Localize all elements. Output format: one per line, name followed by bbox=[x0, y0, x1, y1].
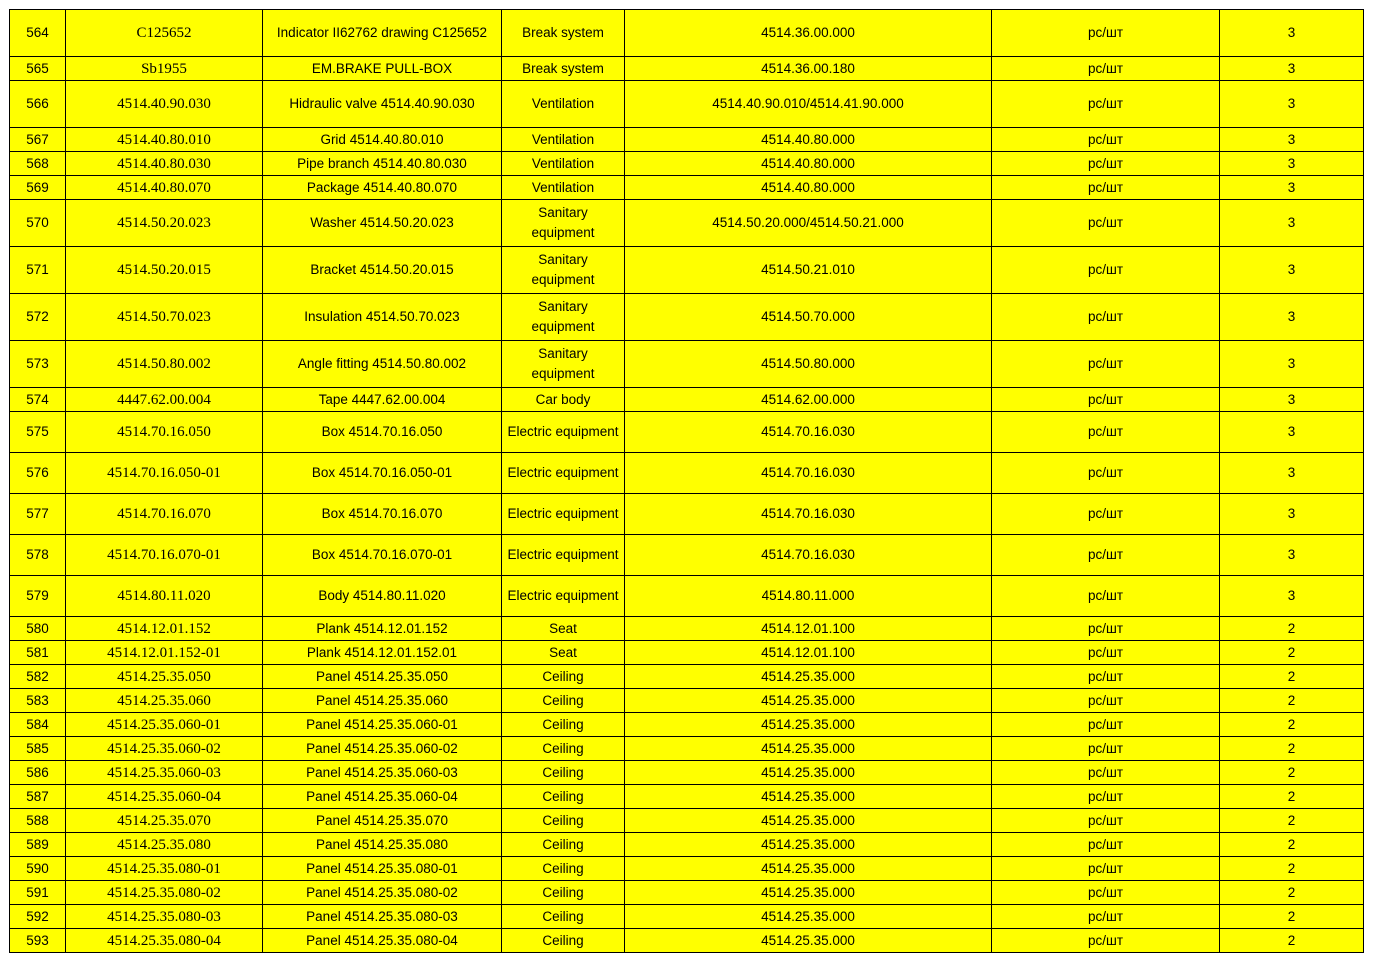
row-number: 592 bbox=[10, 905, 66, 929]
row-number: 572 bbox=[10, 294, 66, 341]
row-number: 584 bbox=[10, 713, 66, 737]
unit: pc/шт bbox=[992, 412, 1220, 453]
table-row bbox=[10, 665, 1364, 689]
part-name: Bracket 4514.50.20.015 bbox=[263, 247, 502, 294]
unit: pc/шт bbox=[992, 294, 1220, 341]
table-row bbox=[10, 535, 1364, 576]
unit: pc/шт bbox=[992, 247, 1220, 294]
part-name: Tape 4447.62.00.004 bbox=[263, 388, 502, 412]
part-code: 4514.25.35.060 bbox=[66, 689, 263, 713]
row-number: 582 bbox=[10, 665, 66, 689]
assembly-number: 4514.25.35.000 bbox=[625, 857, 992, 881]
assembly-number: 4514.70.16.030 bbox=[625, 453, 992, 494]
table-row bbox=[10, 453, 1364, 494]
row-number: 583 bbox=[10, 689, 66, 713]
row-number: 576 bbox=[10, 453, 66, 494]
row-number: 566 bbox=[10, 81, 66, 128]
quantity: 3 bbox=[1220, 453, 1364, 494]
table-row bbox=[10, 294, 1364, 341]
unit: pc/шт bbox=[992, 176, 1220, 200]
unit: pc/шт bbox=[992, 713, 1220, 737]
row-number: 564 bbox=[10, 10, 66, 57]
part-code: 4514.70.16.070 bbox=[66, 494, 263, 535]
part-code: 4514.50.70.023 bbox=[66, 294, 263, 341]
table-row bbox=[10, 576, 1364, 617]
quantity: 3 bbox=[1220, 247, 1364, 294]
assembly-number: 4514.25.35.000 bbox=[625, 785, 992, 809]
assembly-number: 4514.50.21.010 bbox=[625, 247, 992, 294]
table-row bbox=[10, 737, 1364, 761]
unit: pc/шт bbox=[992, 57, 1220, 81]
row-number: 570 bbox=[10, 200, 66, 247]
part-name: Pipe branch 4514.40.80.030 bbox=[263, 152, 502, 176]
table-row bbox=[10, 617, 1364, 641]
table-row bbox=[10, 713, 1364, 737]
row-number: 565 bbox=[10, 57, 66, 81]
assembly-number: 4514.50.20.000/4514.50.21.000 bbox=[625, 200, 992, 247]
quantity: 3 bbox=[1220, 535, 1364, 576]
system-name: Ceiling bbox=[502, 905, 625, 929]
assembly-number: 4514.12.01.100 bbox=[625, 641, 992, 665]
part-name: EM.BRAKE PULL-BOX bbox=[263, 57, 502, 81]
quantity: 3 bbox=[1220, 152, 1364, 176]
table-row bbox=[10, 388, 1364, 412]
part-name: Package 4514.40.80.070 bbox=[263, 176, 502, 200]
table-row bbox=[10, 494, 1364, 535]
part-name: Panel 4514.25.35.060-03 bbox=[263, 761, 502, 785]
system-name: Ceiling bbox=[502, 809, 625, 833]
unit: pc/шт bbox=[992, 576, 1220, 617]
part-code: 4514.12.01.152 bbox=[66, 617, 263, 641]
assembly-number: 4514.50.80.000 bbox=[625, 341, 992, 388]
table-row bbox=[10, 785, 1364, 809]
part-code: 4514.50.20.015 bbox=[66, 247, 263, 294]
unit: pc/шт bbox=[992, 641, 1220, 665]
part-code: 4514.40.90.030 bbox=[66, 81, 263, 128]
table-row bbox=[10, 412, 1364, 453]
assembly-number: 4514.25.35.000 bbox=[625, 809, 992, 833]
quantity: 2 bbox=[1220, 929, 1364, 953]
system-name: Sanitary equipment bbox=[502, 294, 625, 341]
part-name: Body 4514.80.11.020 bbox=[263, 576, 502, 617]
part-code: 4514.70.16.050-01 bbox=[66, 453, 263, 494]
row-number: 567 bbox=[10, 128, 66, 152]
table-row bbox=[10, 905, 1364, 929]
part-name: Panel 4514.25.35.080-03 bbox=[263, 905, 502, 929]
system-name: Break system bbox=[502, 57, 625, 81]
part-name: Panel 4514.25.35.080-01 bbox=[263, 857, 502, 881]
table-row bbox=[10, 128, 1364, 152]
part-name: Box 4514.70.16.070 bbox=[263, 494, 502, 535]
quantity: 2 bbox=[1220, 737, 1364, 761]
part-name: Panel 4514.25.35.050 bbox=[263, 665, 502, 689]
part-name: Angle fitting 4514.50.80.002 bbox=[263, 341, 502, 388]
assembly-number: 4514.25.35.000 bbox=[625, 713, 992, 737]
part-name: Washer 4514.50.20.023 bbox=[263, 200, 502, 247]
unit: pc/шт bbox=[992, 388, 1220, 412]
system-name: Sanitary equipment bbox=[502, 341, 625, 388]
unit: pc/шт bbox=[992, 665, 1220, 689]
table-row bbox=[10, 57, 1364, 81]
quantity: 2 bbox=[1220, 641, 1364, 665]
unit: pc/шт bbox=[992, 881, 1220, 905]
part-code: 4514.25.35.060-01 bbox=[66, 713, 263, 737]
system-name: Ventilation bbox=[502, 81, 625, 128]
part-name: Box 4514.70.16.050 bbox=[263, 412, 502, 453]
table-body bbox=[10, 10, 1364, 953]
row-number: 581 bbox=[10, 641, 66, 665]
row-number: 571 bbox=[10, 247, 66, 294]
part-name: Panel 4514.25.35.070 bbox=[263, 809, 502, 833]
assembly-number: 4514.62.00.000 bbox=[625, 388, 992, 412]
unit: pc/шт bbox=[992, 200, 1220, 247]
assembly-number: 4514.40.80.000 bbox=[625, 152, 992, 176]
system-name: Electric equipment bbox=[502, 412, 625, 453]
part-name: Hidraulic valve 4514.40.90.030 bbox=[263, 81, 502, 128]
quantity: 2 bbox=[1220, 881, 1364, 905]
row-number: 589 bbox=[10, 833, 66, 857]
part-name: Panel 4514.25.35.060-02 bbox=[263, 737, 502, 761]
table-row bbox=[10, 341, 1364, 388]
unit: pc/шт bbox=[992, 341, 1220, 388]
unit: pc/шт bbox=[992, 453, 1220, 494]
system-name: Ventilation bbox=[502, 128, 625, 152]
system-name: Ceiling bbox=[502, 785, 625, 809]
assembly-number: 4514.70.16.030 bbox=[625, 494, 992, 535]
unit: pc/шт bbox=[992, 10, 1220, 57]
row-number: 568 bbox=[10, 152, 66, 176]
part-code: 4514.40.80.010 bbox=[66, 128, 263, 152]
part-name: Panel 4514.25.35.080 bbox=[263, 833, 502, 857]
table-row bbox=[10, 10, 1364, 57]
system-name: Electric equipment bbox=[502, 453, 625, 494]
table-row bbox=[10, 881, 1364, 905]
quantity: 2 bbox=[1220, 857, 1364, 881]
table-row bbox=[10, 247, 1364, 294]
assembly-number: 4514.25.35.000 bbox=[625, 881, 992, 905]
part-name: Grid 4514.40.80.010 bbox=[263, 128, 502, 152]
table-row bbox=[10, 689, 1364, 713]
quantity: 2 bbox=[1220, 905, 1364, 929]
part-code: 4447.62.00.004 bbox=[66, 388, 263, 412]
row-number: 578 bbox=[10, 535, 66, 576]
table-row bbox=[10, 761, 1364, 785]
part-name: Panel 4514.25.35.060-04 bbox=[263, 785, 502, 809]
part-code: 4514.12.01.152-01 bbox=[66, 641, 263, 665]
system-name: Ceiling bbox=[502, 665, 625, 689]
assembly-number: 4514.70.16.030 bbox=[625, 535, 992, 576]
table-row bbox=[10, 857, 1364, 881]
table-row bbox=[10, 81, 1364, 128]
row-number: 577 bbox=[10, 494, 66, 535]
quantity: 2 bbox=[1220, 665, 1364, 689]
system-name: Ceiling bbox=[502, 737, 625, 761]
parts-table bbox=[9, 9, 1364, 953]
quantity: 3 bbox=[1220, 81, 1364, 128]
part-name: Panel 4514.25.35.080-04 bbox=[263, 929, 502, 953]
table-row bbox=[10, 929, 1364, 953]
part-name: Insulation 4514.50.70.023 bbox=[263, 294, 502, 341]
assembly-number: 4514.36.00.180 bbox=[625, 57, 992, 81]
quantity: 2 bbox=[1220, 761, 1364, 785]
part-code: 4514.40.80.030 bbox=[66, 152, 263, 176]
quantity: 2 bbox=[1220, 809, 1364, 833]
part-name: Plank 4514.12.01.152.01 bbox=[263, 641, 502, 665]
row-number: 574 bbox=[10, 388, 66, 412]
part-name: Box 4514.70.16.050-01 bbox=[263, 453, 502, 494]
system-name: Electric equipment bbox=[502, 576, 625, 617]
assembly-number: 4514.25.35.000 bbox=[625, 929, 992, 953]
system-name: Electric equipment bbox=[502, 494, 625, 535]
table-row bbox=[10, 809, 1364, 833]
part-name: Panel 4514.25.35.060-01 bbox=[263, 713, 502, 737]
assembly-number: 4514.40.80.000 bbox=[625, 176, 992, 200]
unit: pc/шт bbox=[992, 689, 1220, 713]
assembly-number: 4514.40.90.010/4514.41.90.000 bbox=[625, 81, 992, 128]
unit: pc/шт bbox=[992, 128, 1220, 152]
system-name: Ceiling bbox=[502, 857, 625, 881]
system-name: Ventilation bbox=[502, 176, 625, 200]
part-code: Sb1955 bbox=[66, 57, 263, 81]
quantity: 3 bbox=[1220, 200, 1364, 247]
system-name: Sanitary equipment bbox=[502, 247, 625, 294]
row-number: 590 bbox=[10, 857, 66, 881]
part-name: Box 4514.70.16.070-01 bbox=[263, 535, 502, 576]
unit: pc/шт bbox=[992, 535, 1220, 576]
assembly-number: 4514.50.70.000 bbox=[625, 294, 992, 341]
part-code: C125652 bbox=[66, 10, 263, 57]
unit: pc/шт bbox=[992, 617, 1220, 641]
table-row bbox=[10, 200, 1364, 247]
part-code: 4514.25.35.080-03 bbox=[66, 905, 263, 929]
assembly-number: 4514.40.80.000 bbox=[625, 128, 992, 152]
quantity: 3 bbox=[1220, 294, 1364, 341]
part-code: 4514.25.35.060-03 bbox=[66, 761, 263, 785]
part-code: 4514.80.11.020 bbox=[66, 576, 263, 617]
part-name: Plank 4514.12.01.152 bbox=[263, 617, 502, 641]
row-number: 573 bbox=[10, 341, 66, 388]
row-number: 593 bbox=[10, 929, 66, 953]
system-name: Seat bbox=[502, 617, 625, 641]
part-code: 4514.25.35.070 bbox=[66, 809, 263, 833]
quantity: 2 bbox=[1220, 689, 1364, 713]
row-number: 588 bbox=[10, 809, 66, 833]
assembly-number: 4514.25.35.000 bbox=[625, 833, 992, 857]
quantity: 3 bbox=[1220, 341, 1364, 388]
part-code: 4514.50.80.002 bbox=[66, 341, 263, 388]
system-name: Ceiling bbox=[502, 929, 625, 953]
row-number: 586 bbox=[10, 761, 66, 785]
table-row bbox=[10, 176, 1364, 200]
part-code: 4514.50.20.023 bbox=[66, 200, 263, 247]
part-code: 4514.25.35.060-02 bbox=[66, 737, 263, 761]
part-code: 4514.70.16.050 bbox=[66, 412, 263, 453]
quantity: 3 bbox=[1220, 494, 1364, 535]
unit: pc/шт bbox=[992, 81, 1220, 128]
unit: pc/шт bbox=[992, 833, 1220, 857]
quantity: 2 bbox=[1220, 617, 1364, 641]
assembly-number: 4514.70.16.030 bbox=[625, 412, 992, 453]
unit: pc/шт bbox=[992, 737, 1220, 761]
unit: pc/шт bbox=[992, 905, 1220, 929]
quantity: 3 bbox=[1220, 128, 1364, 152]
assembly-number: 4514.12.01.100 bbox=[625, 617, 992, 641]
assembly-number: 4514.80.11.000 bbox=[625, 576, 992, 617]
row-number: 585 bbox=[10, 737, 66, 761]
unit: pc/шт bbox=[992, 857, 1220, 881]
system-name: Car body bbox=[502, 388, 625, 412]
system-name: Sanitary equipment bbox=[502, 200, 625, 247]
quantity: 3 bbox=[1220, 412, 1364, 453]
system-name: Ceiling bbox=[502, 713, 625, 737]
part-name: Panel 4514.25.35.060 bbox=[263, 689, 502, 713]
row-number: 569 bbox=[10, 176, 66, 200]
unit: pc/шт bbox=[992, 494, 1220, 535]
unit: pc/шт bbox=[992, 809, 1220, 833]
part-name: Panel 4514.25.35.080-02 bbox=[263, 881, 502, 905]
part-code: 4514.25.35.080 bbox=[66, 833, 263, 857]
part-name: Indicator II62762 drawing C125652 bbox=[263, 10, 502, 57]
table-row bbox=[10, 641, 1364, 665]
row-number: 580 bbox=[10, 617, 66, 641]
assembly-number: 4514.25.35.000 bbox=[625, 761, 992, 785]
part-code: 4514.25.35.060-04 bbox=[66, 785, 263, 809]
system-name: Ceiling bbox=[502, 881, 625, 905]
quantity: 3 bbox=[1220, 10, 1364, 57]
system-name: Seat bbox=[502, 641, 625, 665]
unit: pc/шт bbox=[992, 152, 1220, 176]
assembly-number: 4514.25.35.000 bbox=[625, 905, 992, 929]
row-number: 587 bbox=[10, 785, 66, 809]
assembly-number: 4514.36.00.000 bbox=[625, 10, 992, 57]
assembly-number: 4514.25.35.000 bbox=[625, 689, 992, 713]
part-code: 4514.40.80.070 bbox=[66, 176, 263, 200]
quantity: 2 bbox=[1220, 713, 1364, 737]
part-code: 4514.25.35.080-04 bbox=[66, 929, 263, 953]
system-name: Ceiling bbox=[502, 833, 625, 857]
system-name: Ceiling bbox=[502, 689, 625, 713]
system-name: Ceiling bbox=[502, 761, 625, 785]
unit: pc/шт bbox=[992, 929, 1220, 953]
quantity: 3 bbox=[1220, 576, 1364, 617]
part-code: 4514.70.16.070-01 bbox=[66, 535, 263, 576]
unit: pc/шт bbox=[992, 761, 1220, 785]
quantity: 3 bbox=[1220, 176, 1364, 200]
unit: pc/шт bbox=[992, 785, 1220, 809]
part-code: 4514.25.35.080-01 bbox=[66, 857, 263, 881]
table-row bbox=[10, 833, 1364, 857]
quantity: 3 bbox=[1220, 57, 1364, 81]
row-number: 591 bbox=[10, 881, 66, 905]
system-name: Ventilation bbox=[502, 152, 625, 176]
table-row bbox=[10, 152, 1364, 176]
quantity: 3 bbox=[1220, 388, 1364, 412]
assembly-number: 4514.25.35.000 bbox=[625, 665, 992, 689]
row-number: 579 bbox=[10, 576, 66, 617]
system-name: Electric equipment bbox=[502, 535, 625, 576]
quantity: 2 bbox=[1220, 785, 1364, 809]
assembly-number: 4514.25.35.000 bbox=[625, 737, 992, 761]
quantity: 2 bbox=[1220, 833, 1364, 857]
part-code: 4514.25.35.050 bbox=[66, 665, 263, 689]
part-code: 4514.25.35.080-02 bbox=[66, 881, 263, 905]
row-number: 575 bbox=[10, 412, 66, 453]
system-name: Break system bbox=[502, 10, 625, 57]
